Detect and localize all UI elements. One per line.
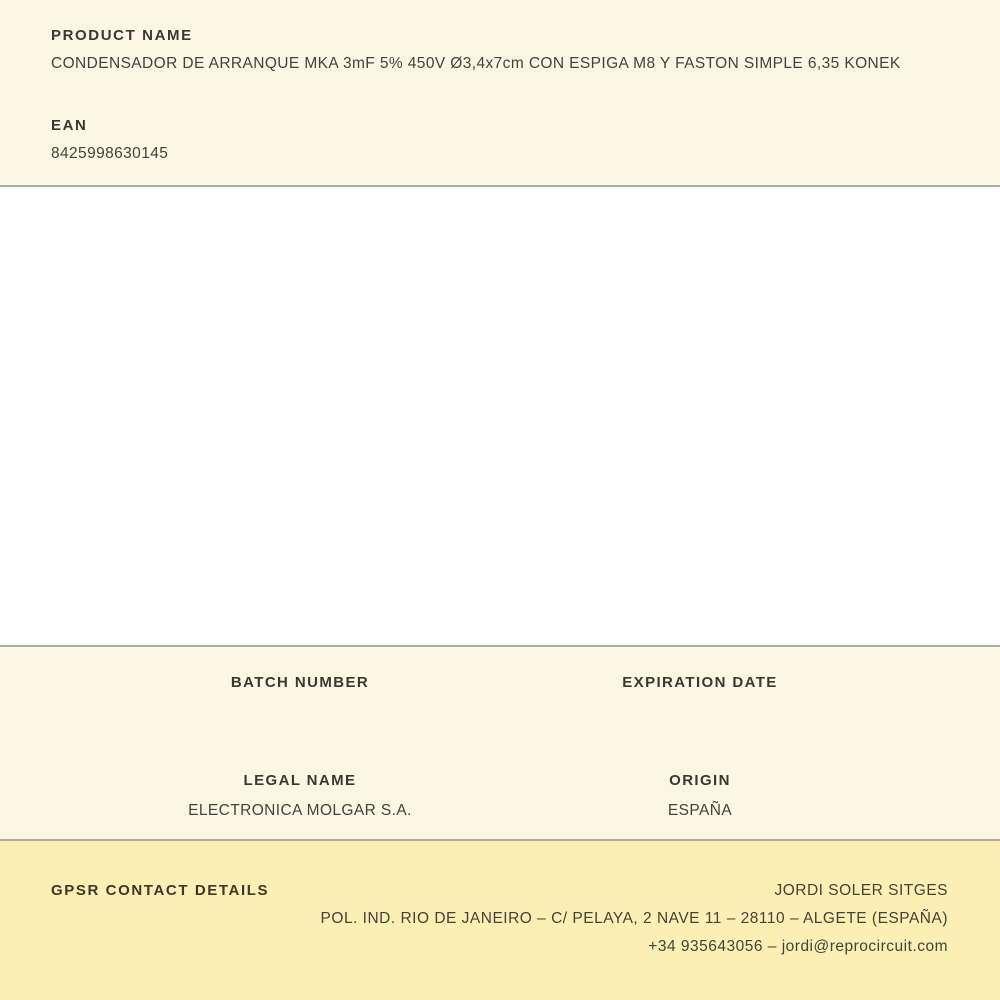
gpsr-contact-section — [0, 841, 1000, 1000]
origin-label: ORIGIN — [669, 772, 731, 789]
batch-number-field — [100, 672, 500, 702]
product-header-section — [0, 0, 1000, 185]
gpsr-contact-lines — [269, 877, 948, 961]
origin-value: ESPAÑA — [667, 802, 733, 819]
product-name-value: CONDENSADOR DE ARRANQUE MKA 3mF 5% 450V Ø3,4x7cm CON ESPIGA M8 Y FASTON SIMPLE 6,35 KONEK — [51, 55, 901, 72]
expiration-date-field — [500, 672, 900, 702]
gpsr-contact-phone-email: +34 935643056 – jordi@reprocircuit.com — [648, 938, 948, 955]
product-name-label: PRODUCT NAME — [51, 27, 193, 44]
gpsr-contact-title: GPSR CONTACT DETAILS — [51, 882, 270, 899]
details-row-batch-expiration — [100, 672, 900, 702]
product-name-field — [51, 26, 949, 73]
gpsr-contact-name: JORDI SOLER SITGES — [774, 882, 948, 899]
expiration-date-label: EXPIRATION DATE — [622, 674, 778, 691]
batch-number-label: BATCH NUMBER — [230, 674, 370, 691]
ean-field — [51, 116, 949, 163]
gpsr-contact-address: POL. IND. RIO DE JANEIRO – C/ PELAYA, 2 NAVE 11 – 28110 – ALGETE (ESPAÑA) — [320, 910, 948, 927]
legal-name-value: ELECTRONICA MOLGAR S.A. — [188, 802, 412, 819]
ean-value: 8425998630145 — [51, 145, 169, 162]
product-image-placeholder — [0, 187, 1000, 645]
legal-name-field — [100, 770, 500, 822]
ean-label: EAN — [51, 117, 88, 134]
legal-name-label: LEGAL NAME — [243, 772, 357, 789]
details-section — [0, 647, 1000, 839]
details-row-legal-origin — [100, 770, 900, 822]
origin-field — [500, 770, 900, 822]
